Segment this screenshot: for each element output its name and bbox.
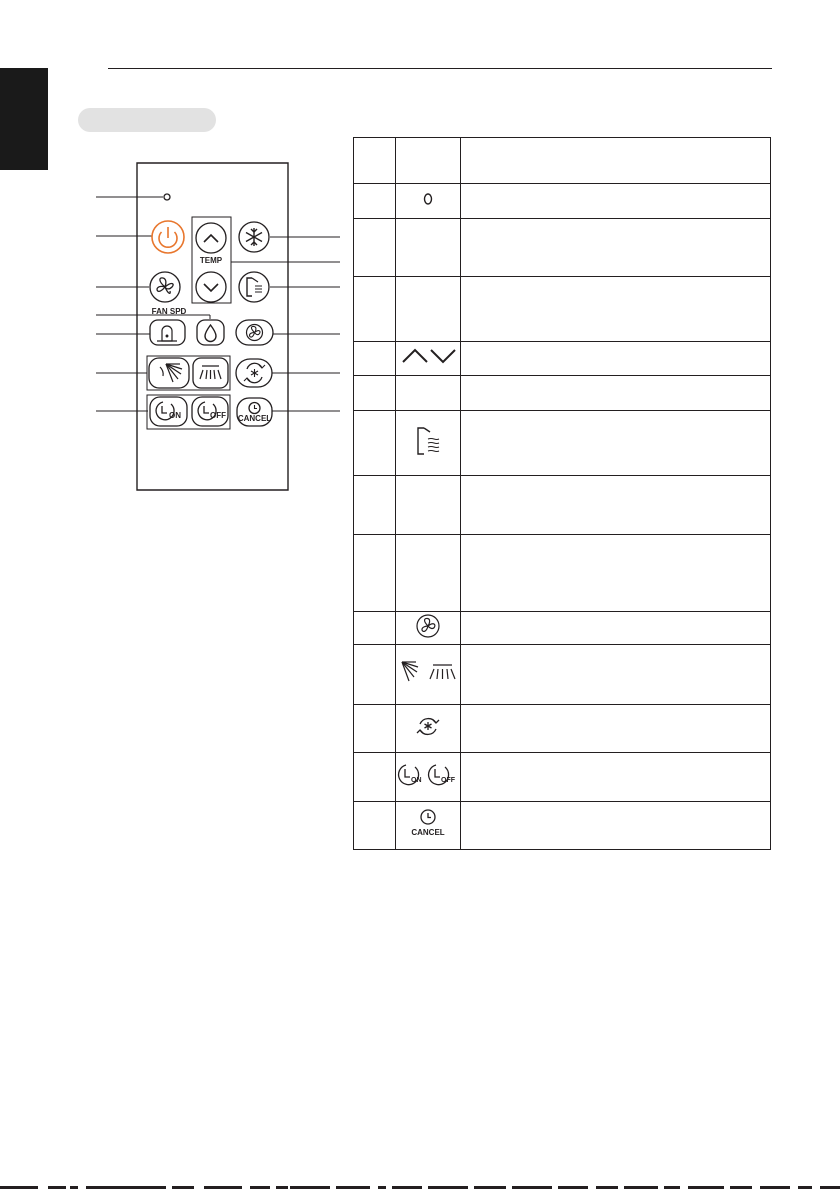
table-row [354, 476, 771, 535]
callout-lines-right [231, 237, 340, 411]
row-icon-cell [396, 277, 461, 342]
table-cancel-label: CANCEL [411, 828, 445, 837]
led-indicator [164, 194, 170, 200]
table-off-label: OFF [441, 776, 455, 784]
footer-segment [428, 1186, 468, 1189]
timer-off-button [192, 397, 228, 426]
footer-segment [798, 1186, 812, 1189]
horizontal-swing-button [193, 358, 228, 388]
footer-segment [392, 1186, 422, 1189]
row-icon-cell [396, 535, 461, 612]
footer-segment [86, 1186, 166, 1189]
energy-saver-button [239, 272, 269, 302]
row-number-cell [354, 753, 396, 802]
table-row [354, 277, 771, 342]
row-description-cell [461, 705, 771, 753]
section-heading-pill [78, 108, 216, 132]
fan-speed-button [150, 272, 180, 302]
remote-control-illustration [60, 150, 340, 500]
table-row [354, 411, 771, 476]
cancel-label: CANCEL [237, 414, 272, 423]
table-row [354, 184, 771, 219]
row-number-cell [354, 219, 396, 277]
footer-segment [596, 1186, 618, 1189]
power-button [152, 221, 184, 253]
table-row [354, 705, 771, 753]
footer-segment [204, 1186, 242, 1189]
row-description-cell [461, 535, 771, 612]
row-number-cell [354, 802, 396, 850]
lock-button [150, 320, 185, 345]
footer-segment [624, 1186, 658, 1189]
row-description-cell [461, 219, 771, 277]
row-description-cell [461, 476, 771, 535]
row-description-cell [461, 645, 771, 705]
timer-cancel-button [237, 398, 272, 426]
fan-mode-icon [415, 613, 441, 639]
temp-up-down-icon [396, 344, 460, 368]
row-number-cell [354, 645, 396, 705]
row-number-cell [354, 476, 396, 535]
row-number-cell [354, 376, 396, 411]
row-icon-cell [396, 342, 461, 376]
row-icon-cell [396, 705, 461, 753]
auto-clean-button [236, 359, 272, 387]
table-row [354, 535, 771, 612]
temp-label: TEMP [199, 256, 223, 265]
led-dot-icon [418, 189, 438, 209]
table-row [354, 376, 771, 411]
row-icon-cell [396, 476, 461, 535]
row-description-cell [461, 184, 771, 219]
table-row [354, 612, 771, 645]
row-icon-cell [396, 612, 461, 645]
row-number-cell [354, 705, 396, 753]
row-icon-cell [396, 645, 461, 705]
footer-segment [276, 1186, 288, 1189]
footer-crop-strip [0, 1186, 840, 1192]
row-number-cell [354, 277, 396, 342]
fan-spd-label: FAN SPD [151, 307, 187, 316]
header-rule [108, 68, 772, 69]
timer-on-off-icon [396, 761, 460, 789]
row-description-cell [461, 376, 771, 411]
vertical-swing-button [149, 358, 189, 388]
row-icon-cell [396, 219, 461, 277]
temp-up-button [196, 223, 226, 253]
footer-segment [664, 1186, 680, 1189]
timer-cancel-icon [403, 808, 453, 838]
footer-segment [336, 1186, 370, 1189]
row-description-cell [461, 277, 771, 342]
row-description-cell [461, 753, 771, 802]
mode-dehum-icon [414, 424, 442, 458]
row-icon-cell [396, 411, 461, 476]
footer-segment [378, 1186, 386, 1189]
row-description-cell [461, 411, 771, 476]
button-description-table [353, 137, 771, 850]
footer-segment [730, 1186, 752, 1189]
row-icon-cell [396, 184, 461, 219]
table-row [354, 138, 771, 184]
footer-segment [250, 1186, 270, 1189]
row-icon-cell [396, 376, 461, 411]
timer-off-label: OFF [210, 411, 226, 420]
swing-icons [396, 657, 460, 687]
table-row [354, 645, 771, 705]
footer-segment [290, 1186, 330, 1189]
row-description-cell [461, 342, 771, 376]
remote-body [137, 163, 288, 490]
row-number-cell [354, 184, 396, 219]
footer-segment [820, 1186, 840, 1189]
row-description-cell [461, 612, 771, 645]
footer-segment [474, 1186, 506, 1189]
timer-on-label: ON [169, 411, 181, 420]
footer-segment [760, 1186, 790, 1189]
table-on-label: ON [411, 776, 422, 784]
dry-mode-button [197, 320, 224, 345]
row-number-cell [354, 411, 396, 476]
table-row [354, 753, 771, 802]
row-number-cell [354, 138, 396, 184]
table-row [354, 219, 771, 277]
footer-segment [688, 1186, 724, 1189]
language-side-tab [0, 68, 48, 170]
footer-segment [0, 1186, 38, 1189]
row-description-cell [461, 138, 771, 184]
cool-mode-button [239, 222, 269, 252]
row-number-cell [354, 342, 396, 376]
footer-segment [172, 1186, 194, 1189]
footer-segment [558, 1186, 588, 1189]
timer-on-button [150, 397, 187, 426]
fan-mode-button [236, 320, 273, 345]
temp-down-button [196, 272, 226, 302]
table-row [354, 342, 771, 376]
row-number-cell [354, 612, 396, 645]
footer-segment [512, 1186, 552, 1189]
table-row [354, 802, 771, 850]
footer-segment [48, 1186, 66, 1189]
auto-clean-icon [415, 713, 441, 739]
row-number-cell [354, 535, 396, 612]
row-icon-cell [396, 138, 461, 184]
row-icon-cell [396, 753, 461, 802]
footer-segment [70, 1186, 78, 1189]
row-icon-cell [396, 802, 461, 850]
row-description-cell [461, 802, 771, 850]
